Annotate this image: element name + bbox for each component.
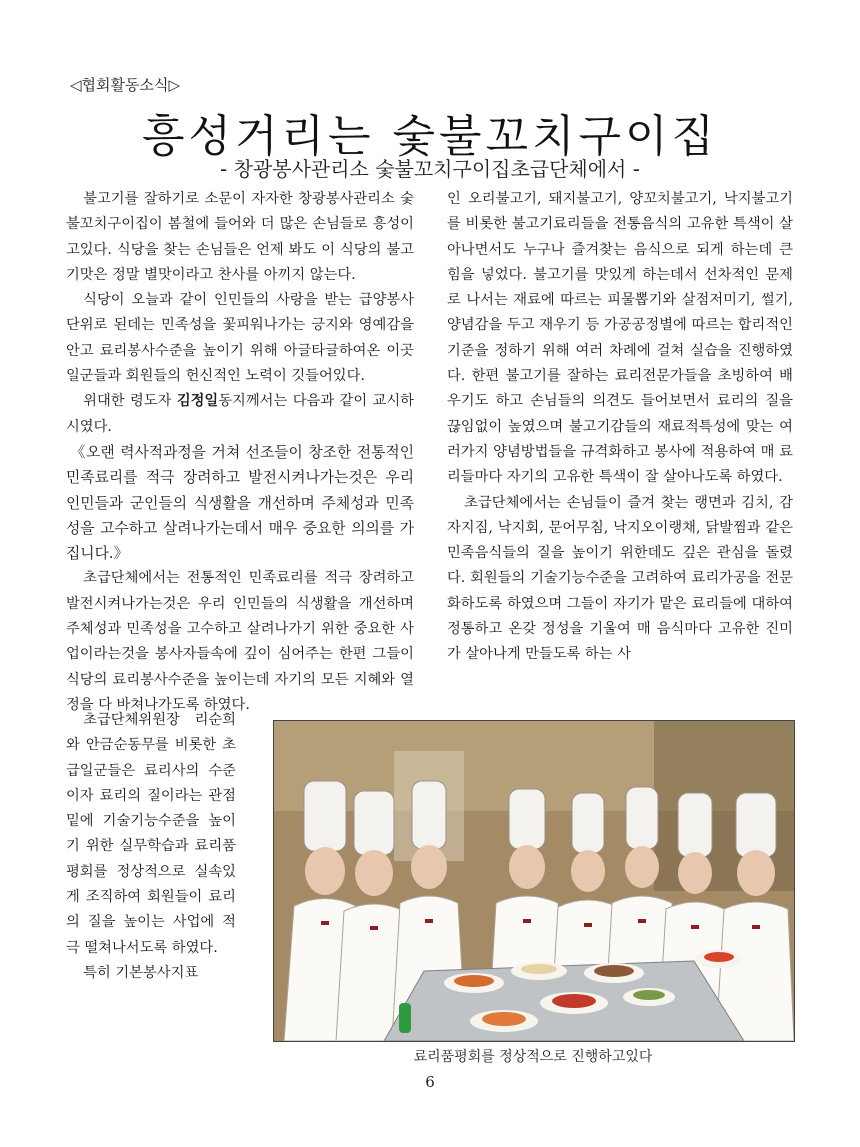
- right-column: [447, 187, 793, 668]
- left-column: [66, 187, 414, 718]
- paragraph-text: 동지께서는 다음과 같이 교시하시였다.: [66, 393, 414, 435]
- photo-caption: 료리품평회를 정상적으로 진행하고있다: [413, 1049, 653, 1065]
- paragraph: 초급단체에서는 손님들이 즐겨 찾는 랭면과 김치, 감자지짐, 낙지회, 문어무침, 낙지오이랭채, 닭발찜과 같은 민족음식들의 질을 높이기 위한데도 깊은 관심을 돌렸다. 회원들의 기술기능수준을 고려하여 료리가공을 전문화하도록 하였으며 그들이 자기가 맡은 료리들에 대하여 정통하고 온갖 정성을 기울여 매 음식마다 고유한 진미가 살아나게 만들도록 하는 사: [447, 494, 793, 663]
- paragraph: 인 오리불고기, 돼지불고기, 양꼬치불고기, 낙지불고기를 비롯한 불고기료리들을 전통음식의 고유한 특색이 살아나면서도 누구나 즐겨찾는 음식으로 되게 하는데 큰 힘을 넣었다. 불고기를 맛있게 하는데서 선차적인 문제로 나서는 재료에 따르는 피물뽑기와 살점저미기, 썰기, 양념감을 두고 재우기 등 가공공정별에 따르는 합리적인 기준을 정하기 위해 여러 차례에 걸쳐 실습을 진행하였다. 한편 불고기를 잘하는 료리전문가들을 초빙하여 배우기도 하고 손님들의 의견도 들어보면서 료리의 질을 끊임없이 높였으며 불고기감들의 재료적특성에 맞는 여러가지 양념방법들을 규격화하고 봉사에 적용하여 매 료리들마다 자기의 고유한 특색이 잘 살아나도록 하였다.: [447, 191, 793, 486]
- section-tag: ◁협회활동소식▷: [70, 76, 181, 94]
- article-subtitle: - 창광봉사관리소 숯불꼬치구이집초급단체에서 -: [220, 157, 640, 181]
- paragraph: [66, 389, 414, 440]
- paragraph: 불고기를 잘하기로 소문이 자자한 창광봉사관리소 숯불꼬치구이집이 봄철에 들어와 더 많은 손님들로 흥성이고있다. 식당을 찾는 손님들은 언제 봐도 이 식당의 불고기맛은 정말 별맛이라고 찬사를 아끼지 않는다.: [66, 191, 414, 283]
- paragraph: 초급단체위원장 리순희와 안금순동무를 비롯한 초급일군들은 료리사의 수준이자 료리의 질이라는 관점밑에 기술기능수준을 높이기 위한 실무학습과 료리품평회를 정상적으로 실속있게 조직하여 회원들이 료리의 질을 높이는 사업에 적극 떨쳐나서도록 하였다.: [66, 712, 236, 956]
- article-title: 흥성거리는 숯불꼬치구이집: [141, 111, 719, 162]
- paragraph: 식당이 오늘과 같이 인민들의 사랑을 받는 급양봉사단위로 된데는 민족성을 꽃피워나가는 긍지와 영예감을 안고 료리봉사수준을 높이기 위해 아글타글하여온 이곳 일군들과 회원들의 헌신적인 노력이 깃들어있다.: [66, 292, 414, 385]
- chefs-illustration: [274, 721, 794, 1041]
- quotation: 《오랜 력사적과정을 거쳐 선조들이 창조한 전통적인 민족료리를 적극 장려하고 발전시켜나가는것은 우리 인민들과 군인들의 식생활을 개선하며 주체성과 민족성을 고수하고 살려나가는데서 매우 중요한 의의를 가집니다.》: [66, 443, 414, 563]
- chefs-photo: [273, 720, 795, 1042]
- paragraph: 특히 기본봉사지표: [83, 964, 199, 981]
- paragraph-text: 위대한 령도자: [83, 393, 177, 410]
- page-number: 6: [425, 1073, 435, 1091]
- narrow-column: [66, 708, 236, 986]
- leader-name: 김정일: [176, 393, 219, 410]
- paragraph: 초급단체에서는 전통적인 민족료리를 적극 장려하고 발전시켜나가는것은 우리 인민들의 식생활을 개선하며 주체성과 민족성을 고수하고 살려나가기 위한 중요한 사업이라는것을 봉사자들속에 깊이 심어주는 한편 그들이 식당의 료리봉사수준을 높이는데 자기의 모든 지혜와 열정을 다 바쳐나가도록 하였다.: [66, 570, 414, 713]
